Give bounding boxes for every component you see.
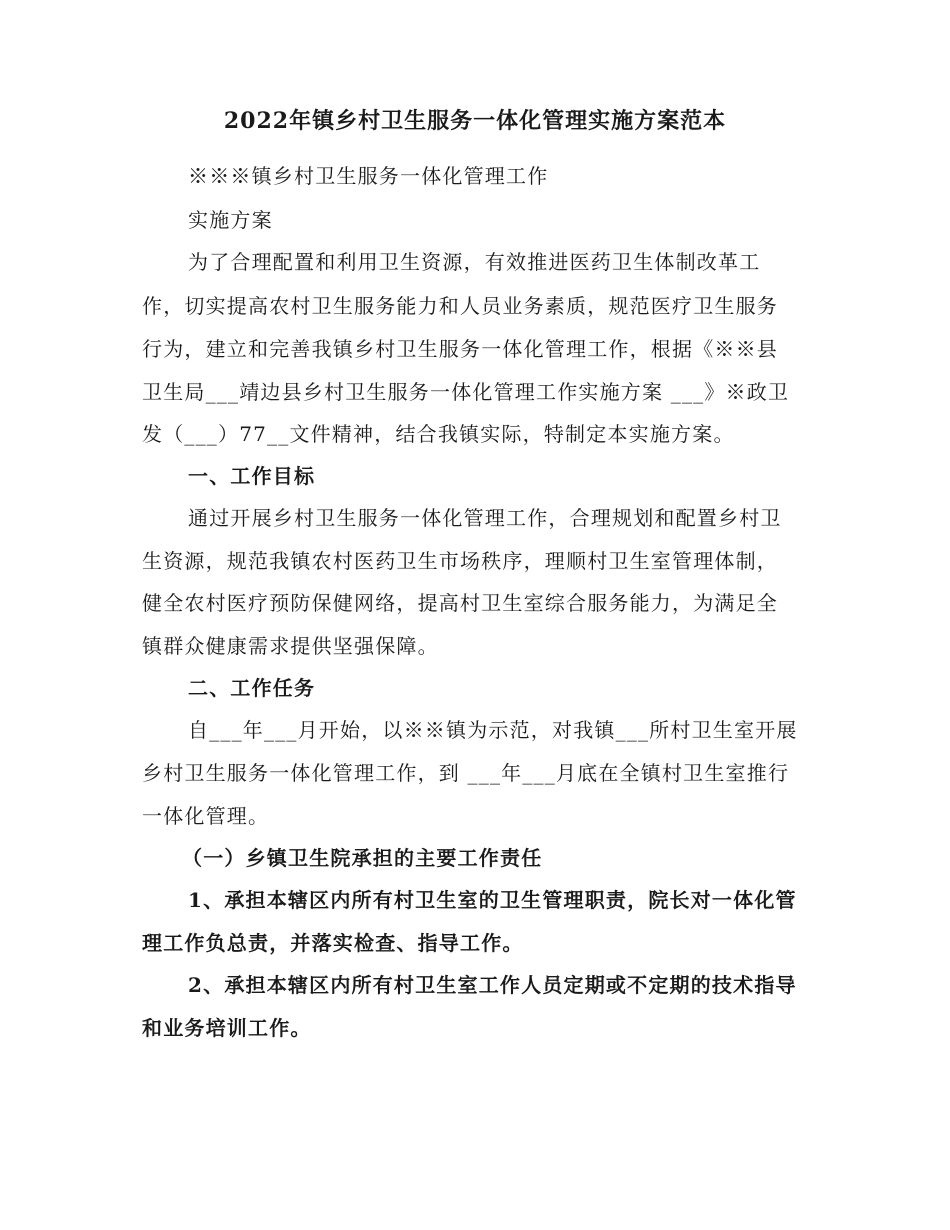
paragraph-line: 作，切实提高农村卫生服务能力和人员业务素质，规范医疗卫生服务 — [142, 294, 778, 318]
paragraph-line: 一体化管理。 — [142, 804, 270, 828]
paragraph-line: 通过开展乡村卫生服务一体化管理工作，合理规划和配置乡村卫 — [188, 506, 782, 530]
paragraph-line: 自___年___月开始，以※※镇为示范，对我镇___所村卫生室开展 — [188, 718, 798, 742]
list-item-line: 2、承担本辖区内所有村卫生室工作人员定期或不定期的技术指导 — [188, 973, 797, 997]
subsection-heading: （一）乡镇卫生院承担的主要工作责任 — [182, 846, 543, 870]
paragraph-line: 为了合理配置和利用卫生资源，有效推进医药卫生体制改革工 — [188, 250, 761, 274]
paragraph-line: 镇群众健康需求提供坚强保障。 — [142, 634, 439, 658]
paragraph-line: 卫生局___靖边县乡村卫生服务一体化管理工作实施方案 ___》※政卫 — [142, 380, 790, 404]
paragraph-line: 健全农村医疗预防保健网络，提高村卫生室综合服务能力，为满足全 — [142, 591, 778, 615]
list-item-line: 理工作负总责，并落实检查、指导工作。 — [142, 931, 524, 955]
list-item-line: 和业务培训工作。 — [142, 1016, 312, 1040]
subtitle-line-2: 实施方案 — [188, 208, 273, 232]
paragraph-line: 生资源，规范我镇农村医药卫生市场秩序，理顺村卫生室管理体制， — [142, 549, 778, 573]
paragraph-line: 行为，建立和完善我镇乡村卫生服务一体化管理工作，根据《※※县 — [142, 337, 778, 361]
list-item-line: 1、承担本辖区内所有村卫生室的卫生管理职责，院长对一体化管 — [188, 888, 797, 912]
section-heading-1: 一、工作目标 — [188, 464, 316, 488]
document-title: 2022年镇乡村卫生服务一体化管理实施方案范本 — [223, 108, 727, 134]
section-heading-2: 二、工作任务 — [188, 676, 316, 700]
subtitle-line-1: ※※※镇乡村卫生服务一体化管理工作 — [188, 164, 549, 188]
paragraph-line: 乡村卫生服务一体化管理工作，到 ___年___月底在全镇村卫生室推行 — [142, 761, 790, 785]
paragraph-line: 发（___）77__文件精神，结合我镇实际，特制定本实施方案。 — [142, 422, 735, 446]
